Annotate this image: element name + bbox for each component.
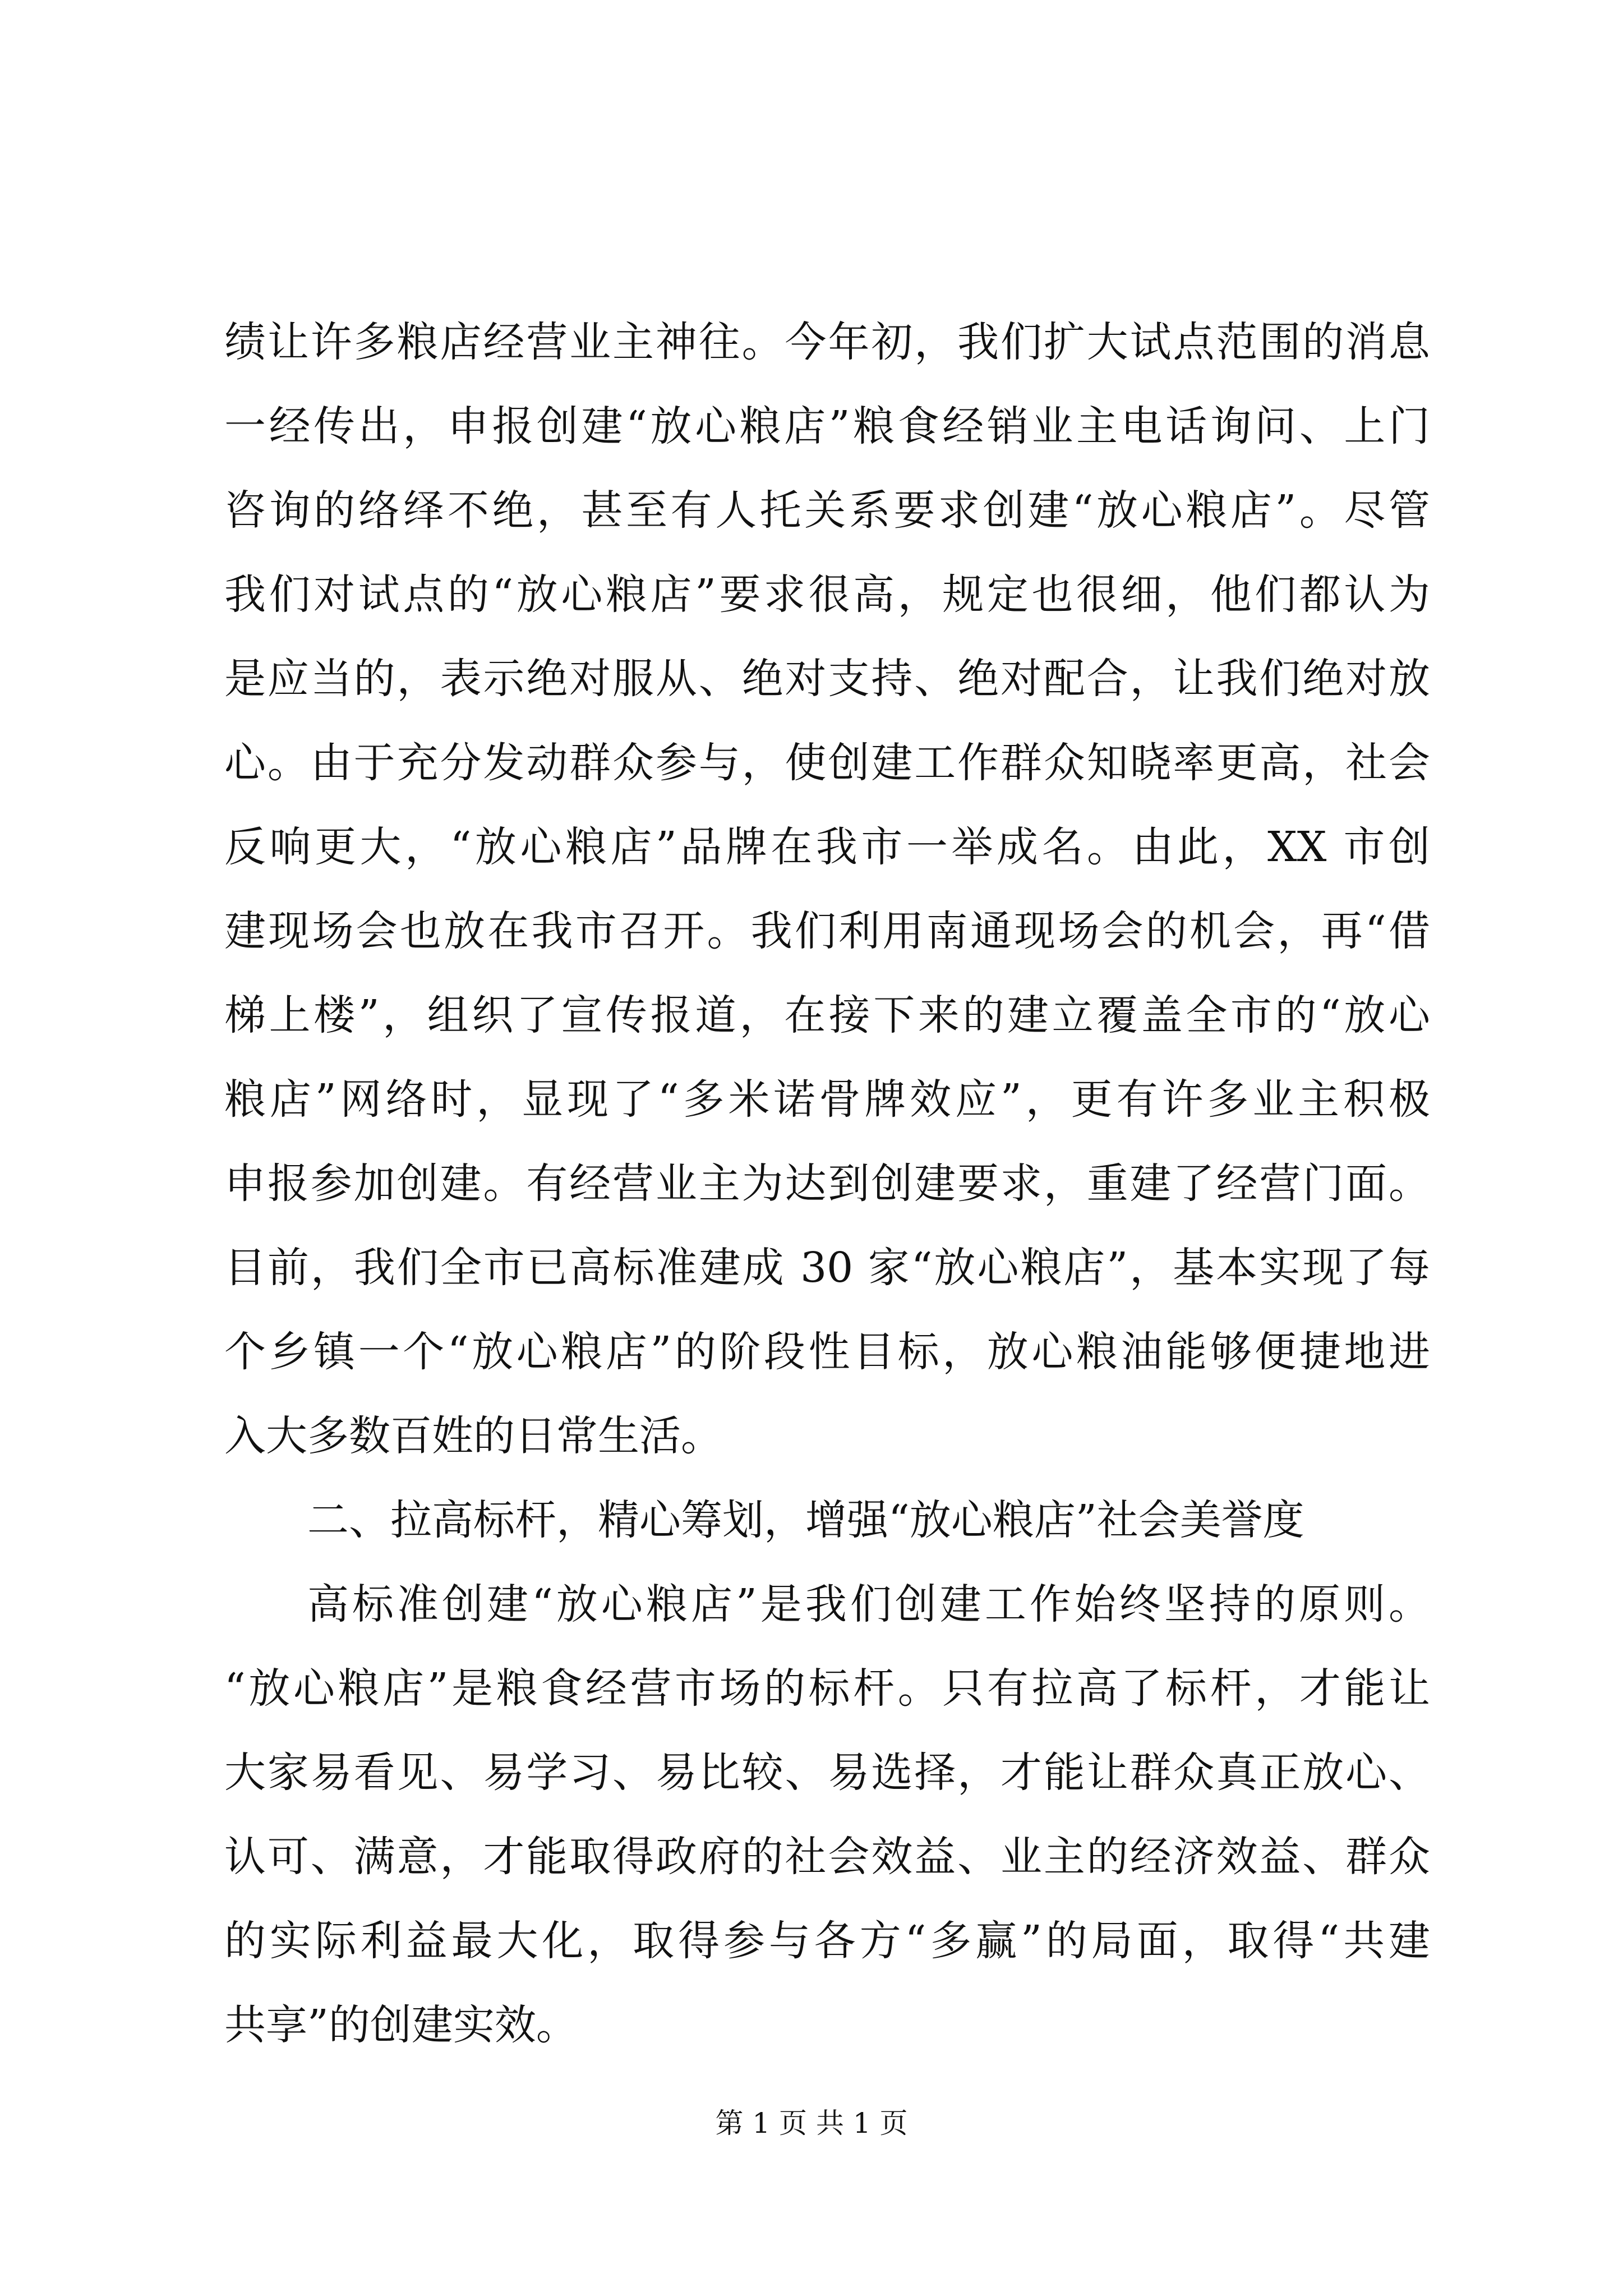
paragraph-2-line-2: “放心粮店”是粮食经营市场的标杆。只有拉高了标杆，才能让 — [224, 1664, 1430, 1713]
paragraph-1-line-4: 我们对试点的“放心粮店”要求很高，规定也很细，他们都认为 — [224, 570, 1430, 619]
paragraph-1-line-12: 目前，我们全市已高标准建成 30 家“放心粮店”，基本实现了每 — [224, 1244, 1430, 1292]
paragraph-1-line-2: 一经传出，申报创建“放心粮店”粮食经销业主电话询问、上门 — [224, 402, 1430, 450]
paragraph-2-line-3: 大家易看见、易学习、易比较、易选择，才能让群众真正放心、 — [224, 1749, 1430, 1797]
paragraph-1-line-10: 粮店”网络时，显现了“多米诺骨牌效应”，更有许多业主积极 — [224, 1075, 1430, 1124]
paragraph-2-line-1: 高标准创建“放心粮店”是我们创建工作始终坚持的原则。 — [307, 1580, 1430, 1628]
paragraph-1-line-5: 是应当的，表示绝对服从、绝对支持、绝对配合，让我们绝对放 — [224, 655, 1430, 703]
paragraph-1-line-9: 梯上楼”，组织了宣传报道，在接下来的建立覆盖全市的“放心 — [224, 991, 1430, 1039]
paragraph-1-line-7: 反响更大，“放心粮店”品牌在我市一举成名。由此，XX 市创 — [224, 823, 1430, 871]
page-footer — [0, 2101, 1623, 2141]
paragraph-1-line-3: 咨询的络绎不绝，甚至有人托关系要求创建“放心粮店”。尽管 — [224, 486, 1430, 535]
paragraph-1-line-11: 申报参加创建。有经营业主为达到创建要求，重建了经营门面。 — [224, 1159, 1430, 1208]
paragraph-1-line-14: 入大多数百姓的日常生活。 — [224, 1412, 722, 1460]
paragraph-1-line-8: 建现场会也放在我市召开。我们利用南通现场会的机会，再“借 — [224, 907, 1430, 955]
page-number-label: 第 1 页 共 1 页 — [715, 2107, 908, 2139]
paragraph-2-line-6: 共享”的创建实效。 — [224, 2001, 578, 2049]
paragraph-1-line-1: 绩让许多粮店经营业主神往。今年初，我们扩大试点范围的消息 — [224, 318, 1430, 366]
paragraph-1-line-6: 心。由于充分发动群众参与，使创建工作群众知晓率更高，社会 — [224, 739, 1430, 787]
paragraph-1-line-13: 个乡镇一个“放心粮店”的阶段性目标，放心粮油能够便捷地进 — [224, 1328, 1430, 1376]
section-heading: 二、拉高标杆，精心筹划，增强“放心粮店”社会美誉度 — [307, 1496, 1304, 1544]
paragraph-2-line-5: 的实际利益最大化，取得参与各方“多赢”的局面，取得“共建 — [224, 1917, 1430, 1965]
paragraph-2-line-4: 认可、满意，才能取得政府的社会效益、业主的经济效益、群众 — [224, 1833, 1430, 1881]
document-body — [224, 300, 1430, 2067]
